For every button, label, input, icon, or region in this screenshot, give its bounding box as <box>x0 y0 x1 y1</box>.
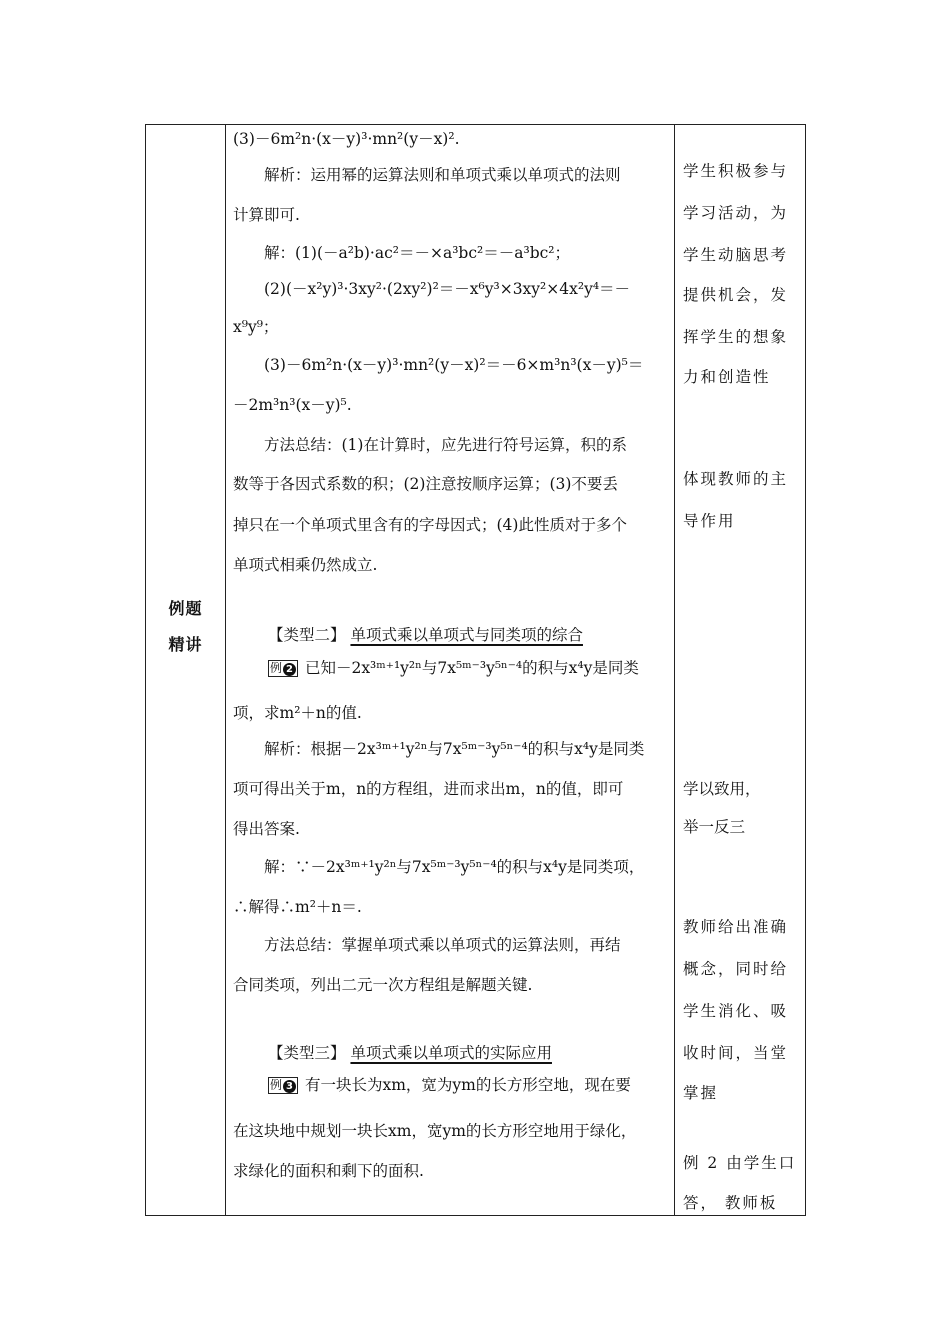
note-line: 学生积极参与 <box>683 162 789 180</box>
note-line: 教师给出准确 <box>683 918 789 936</box>
text-line: 掉只在一个单项式里含有的字母因式；(4)此性质对于多个 <box>233 516 627 534</box>
note-line: 掌握 <box>683 1084 719 1102</box>
example-line <box>268 657 702 679</box>
note-line: 学生消化、吸 <box>683 1002 789 1020</box>
text-line: (3)－6m²n·(x－y)³·mn²(y－x)²＝－6×m³n³(x－y)⁵＝ <box>233 356 644 374</box>
section-label: 精讲 <box>168 635 203 654</box>
text-line: －2m³n³(x－y)⁵. <box>233 396 352 414</box>
text-line: 有一块长为xm，宽为ym的长方形空地，现在要 <box>304 1076 631 1094</box>
note-line: 力和创造性 <box>683 368 771 386</box>
note-line: 体现教师的主 <box>683 470 789 488</box>
text-line: 解：∵－2x³ᵐ⁺¹y²ⁿ与7x⁵ᵐ⁻³y⁵ⁿ⁻⁴的积与x⁴y是同类项， <box>233 858 645 876</box>
note-line: 学生动脑思考 <box>683 246 789 264</box>
example-badge: 例 2 <box>268 660 298 677</box>
note-line: 学习活动，为 <box>683 204 789 222</box>
text-line: 项可得出关于m，n的方程组，进而求出m，n的值，即可 <box>233 780 624 798</box>
example-line <box>268 1074 702 1096</box>
text-line: 合同类项，列出二元一次方程组是解题关键. <box>233 976 533 994</box>
column-divider <box>225 124 226 1216</box>
heading-title: 单项式乘以单项式的实际应用 <box>350 1044 552 1062</box>
text-line: 解析：根据－2x³ᵐ⁺¹y²ⁿ与7x⁵ᵐ⁻³y⁵ⁿ⁻⁴的积与x⁴y是同类 <box>233 740 645 758</box>
text-line: 已知－2x³ᵐ⁺¹y²ⁿ与7x⁵ᵐ⁻³y⁵ⁿ⁻⁴的积与x⁴y是同类 <box>304 659 639 677</box>
text-line: 得出答案. <box>233 820 300 838</box>
heading-bracket: 【类型三】 <box>268 1044 346 1062</box>
note-line: 概念，同时给 <box>683 960 789 978</box>
note-line: 答， 教师板 <box>683 1194 778 1212</box>
note-line: 举一反三 <box>683 818 746 836</box>
text-line: (3)－6m²n·(x－y)³·mn²(y－x)². <box>233 130 460 148</box>
text-line: 解析：运用幂的运算法则和单项式乘以单项式的法则 <box>233 166 621 184</box>
text-line: (2)(－x²y)³·3xy²·(2xy²)²＝－x⁶y³×3xy²×4x²y⁴＝－ <box>233 280 631 298</box>
text-line: 解：(1)(－a²b)·ac²＝－×a³bc²＝－a³bc²； <box>233 244 571 262</box>
note-line: 例 2 由学生口 <box>683 1154 797 1172</box>
section-heading <box>268 624 702 646</box>
section-label: 例题 <box>168 599 203 618</box>
text-line: x⁹y⁹； <box>233 318 279 336</box>
note-line: 收时间，当堂 <box>683 1044 789 1062</box>
text-line: 在这块地中规划一块长xm，宽ym的长方形空地用于绿化， <box>233 1122 637 1140</box>
text-line: 项，求m²＋n的值. <box>233 704 362 722</box>
text-line: 单项式相乘仍然成立. <box>233 556 378 574</box>
section-heading <box>268 1042 702 1064</box>
text-line: ∴解得∴m²＋n＝. <box>233 898 362 916</box>
example-badge: 例 3 <box>268 1077 298 1094</box>
note-line: 提供机会，发 <box>683 286 789 304</box>
note-line: 挥学生的想象 <box>683 328 789 346</box>
heading-title: 单项式乘以单项式与同类项的综合 <box>350 626 583 644</box>
note-line: 学以致用， <box>683 780 761 798</box>
note-line: 导作用 <box>683 512 736 530</box>
text-line: 计算即可. <box>233 206 300 224</box>
text-line: 数等于各因式系数的积；(2)注意按顺序运算；(3)不要丢 <box>233 475 618 493</box>
text-line: 方法总结：掌握单项式乘以单项式的运算法则，再结 <box>233 936 621 954</box>
text-line: 求绿化的面积和剩下的面积. <box>233 1162 424 1180</box>
heading-bracket: 【类型二】 <box>268 626 346 644</box>
text-line: 方法总结：(1)在计算时，应先进行符号运算，积的系 <box>233 436 627 454</box>
